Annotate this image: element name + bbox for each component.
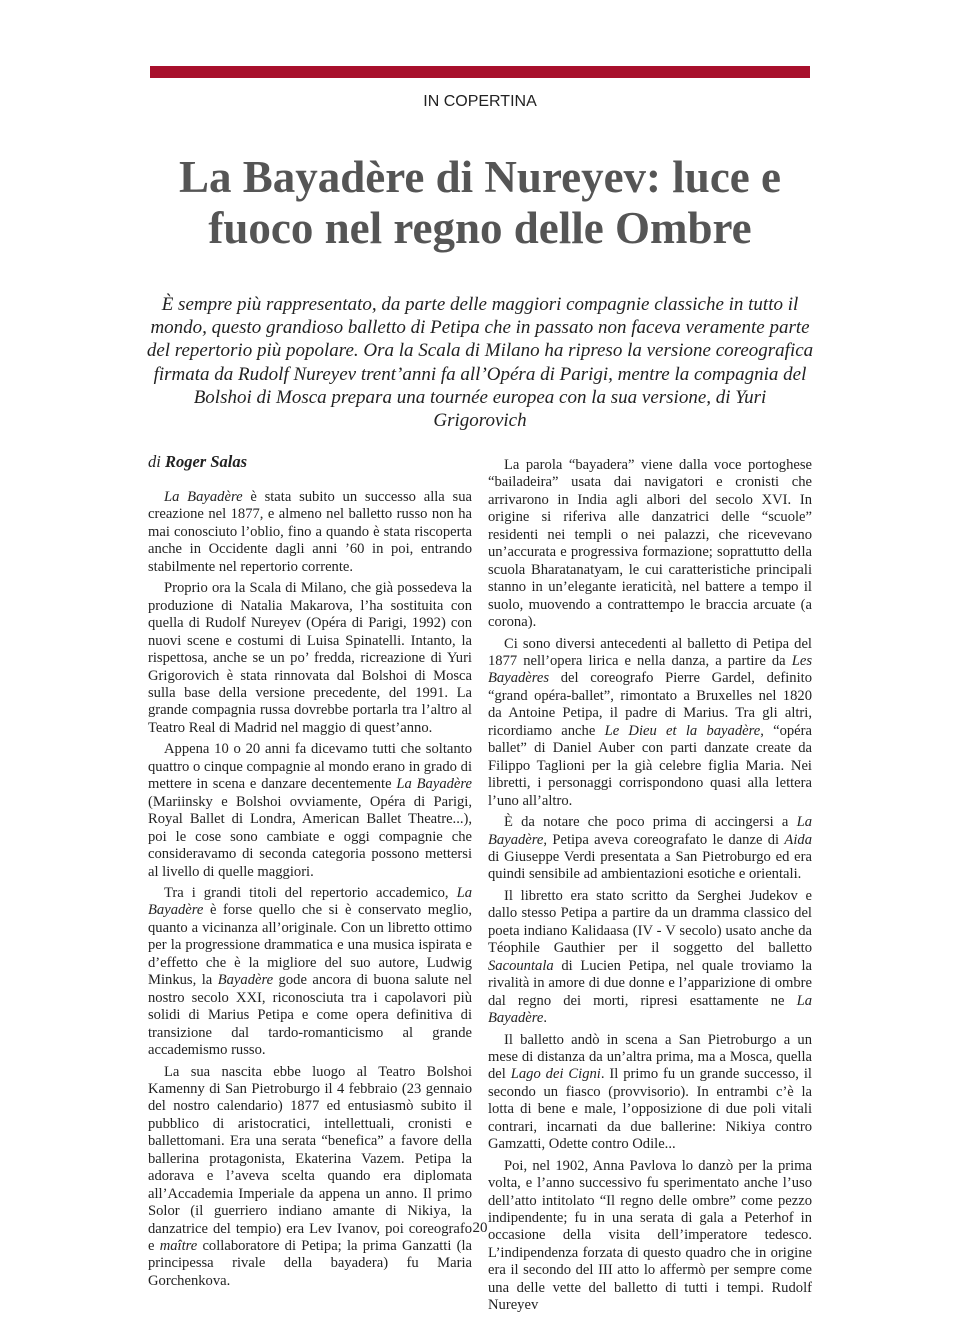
header-accent-bar	[150, 66, 810, 78]
text-run: del coreografo Pierre Gardel, definito “grand opéra-ballet”, rimontato a Bruxelles nel 1820 da Antoine Petipa, il padre di Marius. Tra gli altri, ricordiamo anche	[488, 670, 812, 739]
article-lede: È sempre più rappresentato, da parte delle maggiori compagnie classiche in tutto il mondo, questo grandioso balletto di Petipa che in passato non faceva veramente parte del repertorio più popolare. Ora la Scala di Milano ha ripreso la versione coreografica firmata da Rudolf Nureyev trent’anni fa all’Opéra di Parigi, mentre la compagnia del Bolshoi di Mosca prepara una tournée europea con la sua versione, di Yuri Grigorovich	[146, 294, 814, 432]
author-name: Roger Salas	[164, 452, 248, 471]
italic-text: Sacountala	[488, 957, 554, 974]
paragraph	[148, 580, 472, 737]
italic-text: Le Dieu et la bayadère	[604, 722, 761, 739]
paragraph	[148, 741, 472, 881]
byline	[148, 452, 247, 472]
italic-text: La Bayadère	[148, 884, 472, 919]
text-run: collaboratore di Petipa; la prima Ganzatti (la principessa rivale della bayadera) fu Maria Gorchenkova.	[148, 1238, 472, 1289]
title-line: fuoco nel regno delle Ombre	[208, 203, 752, 253]
page-number: 20	[472, 1220, 488, 1236]
text-run: (Mariinsky e Bolshoi ovviamente, Opéra di Parigi, Royal Ballet di Londra, American Ballet Theatre...), poi le cose sono cambiate e oggi compagnie che consideravamo di seconda categoria possono mettersi al livello di quelle maggiori.	[148, 793, 472, 880]
left-column	[148, 489, 472, 1294]
text-run: gode ancora di buona salute nel nostro secolo XXI, riconosciuta tra i capolavori più solidi di Marius Petipa e come opera definitiva di transizione dal tardo-romanticismo al grande accademismo russo.	[148, 972, 473, 1059]
text-run: Il libretto era stato scritto da Serghei Judekov e dallo stesso Petipa a partire da un dramma classico del poeta indiano Kalidaasa (IV - V secolo) usato anche da Téophile Gauthier per il soggetto del balletto	[488, 887, 812, 957]
text-run: Proprio ora la Scala di Milano, che già possedeva la produzione di Natalia Makarova, l’ha sostituita con quella di Rudolf Nureyev (Opéra di Parigi, 1992) con nuovi scene e costumi di Luisa Spinatelli. Intanto, la rispettosa, anche se un po’ fredda, ricreazione di Yuri Grigorovich è stata rinnovata dal Bolshoi di Mosca sulla base della versione precedente, del 1991. La grande compagnia russa dovrebbe portarla tra l’altro al Teatro Real di Madrid nel maggio di quest’anno.	[148, 580, 472, 736]
text-run: Appena 10 o 20 anni fa dicevamo tutti che soltanto quattro o cinque compagnie al mondo erano in grado di mettere in scena e danzare decentemente	[148, 741, 472, 793]
paragraph	[488, 636, 812, 811]
title-line: La Bayadère di Nureyev: luce e	[178, 152, 781, 202]
italic-text: maître	[159, 1238, 198, 1255]
text-run: Tra i grandi titoli del repertorio accademico,	[164, 884, 457, 901]
italic-text: La Bayadère	[396, 776, 472, 793]
text-run: Il balletto andò in scena a San Pietroburgo a un mese di distanza da un’altra prima, ma a Mosca, quella del	[488, 1031, 812, 1083]
text-run: di Giuseppe Verdi presentata a San Pietroburgo ed era quindi sensibile ad ambientazioni esotiche e orientali.	[488, 848, 812, 883]
text-run: La sua nascita ebbe luogo al Teatro Bolshoi Kamenny di San Pietroburgo il 4 febbraio (23 gennaio del nostro calendario) 1877 ed entusiasmò subito il pubblico di aristocratici, intellettuali, cronisti e ballettomani. Era una serata “benefica” a favore della ballerina protagonista, Ekaterina Vazem. Petipa la adorava e l’aveva scelta quando era diplomata all’Accademia Imperiale da appena un anno. Il primo Solor (il guerriero indiano amante di Nikiya, la danzatrice del tempio) era Lev Ivanov, poi coreografo e	[148, 1063, 472, 1255]
right-column	[488, 457, 812, 1319]
italic-text: Aida	[784, 831, 812, 848]
italic-text: Bayadère	[217, 972, 274, 989]
paragraph	[488, 457, 812, 632]
italic-text: La Bayadère	[488, 814, 812, 848]
text-run: La parola “bayadera” viene dalla voce portoghese “bailadeira” usata dai navigatori e cronisti che arrivarono in India agli albori del secolo XVI. In origine si riferiva alle danzatrici delle “scuole” residenti nei templi o nei palazzi, che ricevevano un’accurata e progressiva formazione; soprattutto della scuola Bharatanatyam, le cui caratteristiche principali stanno in un’elegante ieraticità, nel battere a tempo il suolo, muovendo a contrattempo le braccia arcuate (a corona).	[488, 457, 812, 631]
text-run: Ci sono diversi antecedenti al balletto di Petipa del 1877 nell’opera lirica e nella danza, a partire da	[488, 635, 812, 669]
text-run: , “opéra ballet” di Daniel Auber con parti danzate create da Filippo Taglioni per la già celebre figlia Maria. Nei libretti, i personaggi corrispondono quasi alla lettera l’uno all’altro.	[488, 722, 812, 809]
paragraph	[148, 1064, 472, 1291]
paragraph	[148, 885, 472, 1060]
italic-text: Lago dei Cigni	[510, 1066, 601, 1083]
text-run: .	[543, 1010, 548, 1027]
text-run: è stata subito un successo alla sua creazione nel 1877, e almeno nel balletto russo non ha mai conosciuto l’oblio, fino a quando è stata riscoperta anche in Occidente dagli anni ’60 in poi, entrando stabilmente nel repertorio corrente.	[148, 489, 472, 575]
text-run: . Il primo fu un grande successo, il secondo un fiasco (provvisorio). In entrambi c’è la lotta di bene e male, l’opposizione di due poli vitali contrari, incarnati da due ballerine: Nikiya contro Gamzatti, Odette contro Odile...	[488, 1066, 812, 1153]
text-run: , Petipa aveva coreografato le danze di	[543, 831, 785, 848]
text-run: è forse quello che si è conservato meglio, quanto a vicinanza all’originale. Con un libretto ottimo per la progressione drammatica e una musica ispirata e d’effetto che è la migliore del suo autore, Ludwig Minkus, la	[148, 902, 472, 989]
text-run: Poi, nel 1902, Anna Pavlova lo danzò per la prima volta, e l’anno successivo fu sperimentato anche l’uso dell’atto intitolato “Il regno delle ombre” come pezzo indipendente; fu in una serata di gala a Peterhof in occasione della visita dell’imperatore tedesco. L’indipendenza forzata di questo quadro che in origine era il secondo del III atto lo affermò per sempre come una delle vette del balletto di tutti i tempi. Rudolf Nureyev	[488, 1157, 812, 1314]
italic-text: La Bayadère	[164, 489, 243, 505]
paragraph	[488, 1032, 812, 1154]
italic-text: La Bayadère	[488, 992, 812, 1027]
article-title	[120, 152, 840, 254]
paragraph	[488, 814, 812, 884]
paragraph	[148, 489, 472, 576]
italic-text: Les Bayadères	[488, 652, 812, 687]
byline-prefix: di	[148, 452, 161, 471]
section-label: IN COPERTINA	[423, 93, 537, 110]
text-run: È da notare che poco prima di accingersi a	[504, 814, 797, 831]
text-run: di Lucien Petipa, nel quale troviamo la rivalità in amore di due donne e l’apparizione di ombre dal regno dei morti, ripresi esattamente ne	[488, 957, 812, 1009]
paragraph	[488, 888, 812, 1028]
